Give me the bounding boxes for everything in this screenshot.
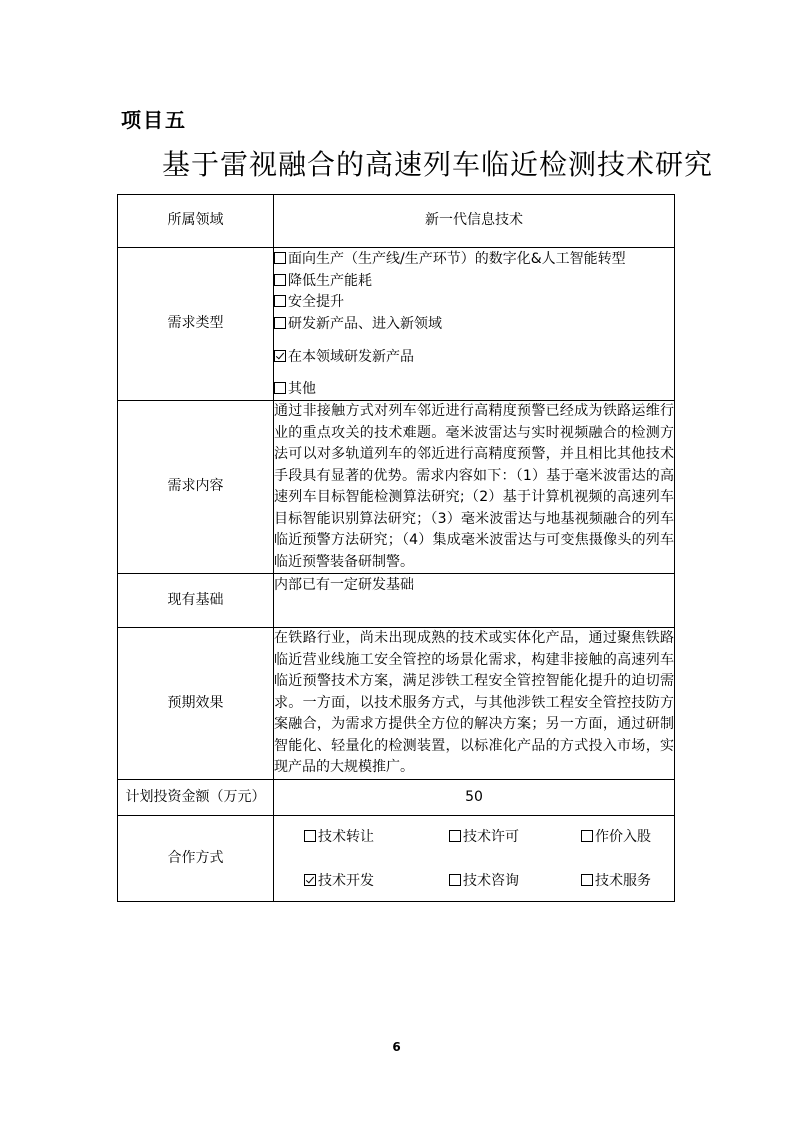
project-label: 项目五 (121, 108, 187, 132)
option-label: 安全提升 (288, 294, 344, 310)
checkbox-icon[interactable] (274, 274, 286, 286)
option-4[interactable] (274, 347, 674, 369)
option-3[interactable] (274, 314, 674, 336)
row-demand-type (118, 248, 675, 401)
field-value: 新一代信息技术 (274, 195, 675, 248)
option-1[interactable] (274, 271, 674, 293)
expected-effect-text: 在铁路行业，尚未出现成熟的技术或实体化产品，通过聚焦铁路临近营业线施工安全管控的场景化需求，构建非接触的高速列车临近预警技术方案，满足涉铁工程安全管控智能化提升的迫切需求。一方面，以技术服务方式，与其他涉铁工程安全管控技防方案融合，为需求方提供全方位的解决方案；另一方面，通过研制智能化、轻量化的检测装置，以标准化产品的方式投入市场，实现产品的大规模推广。 (274, 628, 675, 780)
option-0[interactable] (274, 249, 674, 271)
option-2[interactable] (581, 827, 691, 849)
option-label: 技术许可 (463, 829, 519, 845)
demand-type-label: 需求类型 (118, 248, 274, 401)
option-1[interactable] (449, 827, 581, 849)
project-table (117, 194, 675, 902)
existing-basis-label: 现有基础 (118, 574, 274, 628)
row-expected-effect (118, 628, 675, 780)
option-0[interactable] (304, 827, 449, 849)
demand-type-options (274, 248, 675, 401)
option-5[interactable] (274, 379, 674, 401)
checkbox-icon[interactable] (274, 317, 286, 329)
option-5[interactable] (581, 871, 691, 893)
option-label: 降低生产能耗 (288, 272, 372, 289)
checkbox-icon[interactable] (581, 874, 593, 886)
option-label: 研发新产品、进入新领域 (288, 315, 442, 332)
checkbox-icon[interactable] (274, 382, 286, 394)
demand-content-text: 通过非接触方式对列车邻近进行高精度预警已经成为铁路运维行业的重点攻关的技术难题。毫米波雷达与实时视频融合的检测方法可以对多轨道列车的邻近进行高精度预警，并且相比其他技术手段具有显著的优势。需求内容如下：（1）基于毫米波雷达的高速列车目标智能检测算法研究;（2）基于计算机视频的高速列车目标智能识别算法研究；（3）毫米波雷达与地基视频融合的列车临近预警方法研究；（4）集成毫米波雷达与可变焦摄像头的列车临近预警装备研制警。 (274, 401, 675, 574)
demand-content-label: 需求内容 (118, 401, 274, 574)
checkbox-icon[interactable] (449, 830, 461, 842)
investment-value: 50 (274, 780, 675, 816)
option-3[interactable] (304, 871, 449, 893)
checkbox-icon[interactable] (274, 295, 286, 307)
row-cooperation (118, 816, 675, 902)
option-4[interactable] (449, 871, 581, 893)
cooperation-label: 合作方式 (118, 816, 274, 902)
option-label: 技术转让 (318, 829, 374, 845)
row-investment (118, 780, 675, 816)
option-label: 在本领域研发新产品 (288, 349, 414, 365)
investment-label: 计划投资金额（万元） (118, 780, 274, 816)
row-demand-content (118, 401, 675, 574)
checkbox-icon[interactable] (274, 252, 286, 264)
checkbox-icon[interactable] (304, 830, 316, 842)
cooperation-options-cell (274, 816, 675, 902)
page-number: 6 (392, 1040, 401, 1054)
field-label: 所属领域 (118, 195, 274, 248)
option-label: 其他 (288, 380, 316, 397)
checkbox-icon[interactable] (581, 830, 593, 842)
expected-effect-label: 预期效果 (118, 628, 274, 780)
option-label: 面向生产（生产线/生产环节）的数字化&人工智能转型 (288, 251, 626, 267)
option-label: 技术咨询 (463, 872, 519, 889)
option-label: 技术开发 (318, 872, 374, 889)
cooperation-options (274, 819, 674, 898)
option-label: 技术服务 (595, 872, 651, 889)
document-title: 基于雷视融合的高速列车临近检测技术研究 (162, 148, 714, 181)
option-2[interactable] (274, 292, 674, 314)
existing-basis-text: 内部已有一定研发基础 (274, 574, 675, 628)
checkbox-icon[interactable] (449, 874, 461, 886)
option-label: 作价入股 (595, 829, 651, 845)
checked-checkbox-icon[interactable] (304, 874, 316, 886)
row-existing-basis (118, 574, 675, 628)
checked-checkbox-icon[interactable] (274, 350, 286, 362)
row-field (118, 195, 675, 248)
